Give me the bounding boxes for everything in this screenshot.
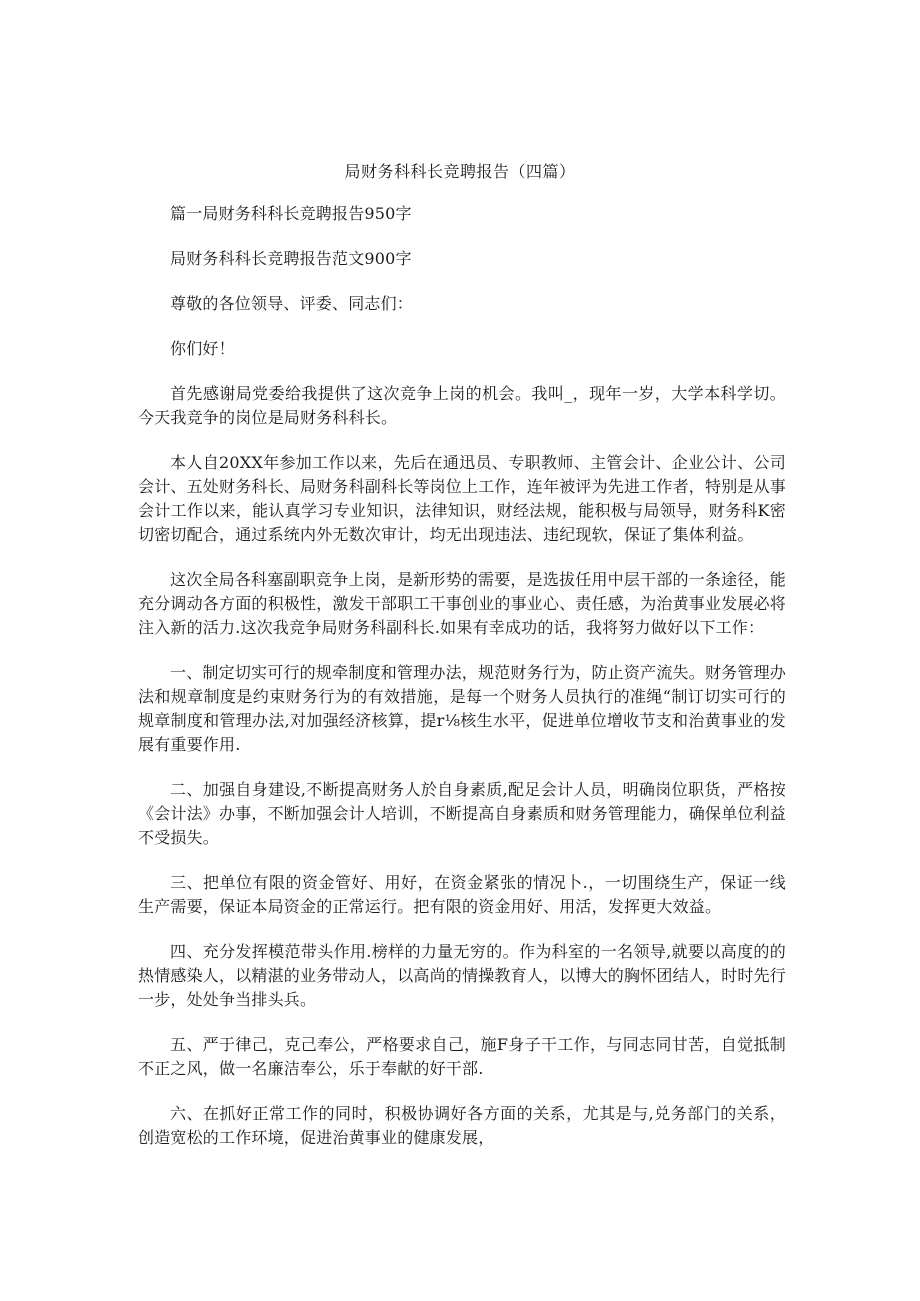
paragraph-greeting: 你们好！ [170, 339, 235, 358]
paragraph-competition: 这次全局各科塞副职竞争上岗，是新形势的需要，是选拔任用中层干部的一条途径，能充分调动各方面的积极性，激发干部职工干事创业的事业心、责任感，为治黄事业发展必将注入新的活力.这次我竞争局财务科副科长.如果有幸成功的话，我将努力做好以下工作： [138, 570, 787, 637]
paragraph-point-1: 一、制定切实可行的规牵制度和管理办法，规范财务行为，防止资产流失。财务管理办法和规章制度是约束财务行为的有效措施，是每一个财务人员执行的准绳“制订切实可行的规章制度和管理办法,对加强经济核算，提r⅛核生水平，促进单位增收节支和治黄事业的发展有重要作用. [138, 663, 786, 754]
paragraph-salutation: 尊敬的各位领导、评委、同志们： [170, 294, 414, 313]
paragraph-subtitle-2: 局财务科科长竞聘报告范文900字 [170, 249, 412, 268]
paragraph-point-2: 二、加强自身建设,不断提高财务人於自身素质,配足会计人员，明确岗位职货，严格按《会计法》办事，不断加强会计人培训，不断提高自身素质和财务管理能力，确保单位利益不受损失。 [138, 780, 787, 847]
paragraph-point-6: 六、在抓好正常工作的同时，积极协调好各方面的关系，尤其是与,兑务部门的关系，创造宽松的工作环境，促进治黄事业的健康发展， [138, 1104, 786, 1147]
paragraph-point-5: 五、严于律己，克己奉公，严格要求自己，施F身子干工作，与同志同甘苦，自觉抵制不正之风，做一名廉洁奉公，乐于奉献的好干部. [138, 1035, 786, 1078]
document-title: 局财务科科长竞聘报告（四篇） [344, 162, 576, 181]
paragraph-experience: 本人自20XX年参加工作以来，先后在通迅员、专职教师、主管会计、企业公计、公司会计、五处财务科长、局财务科副科长等岗位上工作，连年被评为先进工作者，特别是从事会计工作以来，能认真学习专业知识，法律知识，财经法规，能积极与局领导，财务科K密切密切配合，通过系统内外无数次审计，均无出现违法、违纪现软，保证了集体利益。 [138, 453, 787, 544]
paragraph-point-4: 四、充分发挥模范带头作用.榜样的力量无穷的。作为科室的一名领导,就要以高度的的热情感染人，以精湛的业务带动人，以高尚的情操教育人，以博大的胸怀团结人，时时先行一步，处处争当排头兵。 [138, 942, 787, 1009]
document-body [138, 202, 786, 1150]
paragraph-point-3: 三、把单位有限的资金管好、用好，在资金紧张的情况卜.，一切围绕生产，保证一线生产需要，保证本局资金的正常运行。把有限的资金用好、用活，发挥更大效益。 [138, 873, 786, 916]
paragraph-subtitle-1: 篇一局财务科科长竞聘报告950字 [170, 204, 412, 223]
paragraph-intro: 首先感谢局党委给我提供了这次竞争上岗的机会。我叫_，现年一岁，大学本科学切。今天我竞争的岗位是局财务科科长。 [138, 384, 786, 427]
